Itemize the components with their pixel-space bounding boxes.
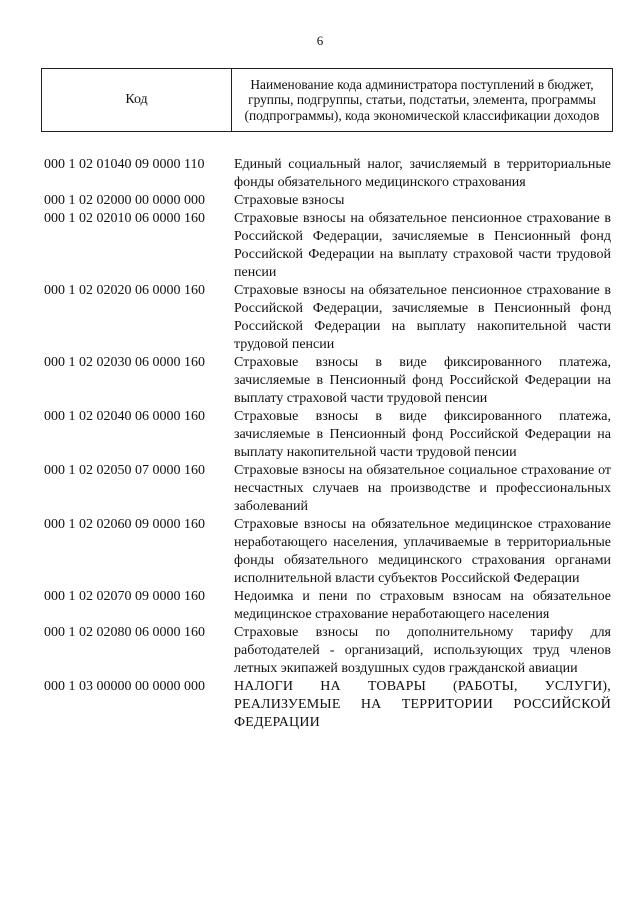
table-row [44, 282, 614, 354]
row-description: Страховые взносы в виде фиксированного платежа, зачисляемые в Пенсионный фонд Российской Федерации на выплату страховой части трудовой пенсии [234, 355, 611, 406]
table-header [41, 68, 613, 132]
row-code: 000 1 02 01040 09 0000 110 [44, 157, 205, 172]
table-row [44, 678, 614, 732]
table-row [44, 624, 614, 678]
row-code: 000 1 02 02080 06 0000 160 [44, 625, 205, 640]
row-description: Страховые взносы на обязательное пенсионное страхование в Российской Федерации, зачисляемые в Пенсионный фонд Российской Федерации на выплату накопительной части трудовой пенсии [234, 283, 611, 352]
row-description: Страховые взносы на обязательное социальное страхование от несчастных случаев на производстве и профессиональных заболеваний [234, 463, 611, 514]
row-code: 000 1 02 02000 00 0000 000 [44, 193, 205, 208]
row-code: 000 1 02 02050 07 0000 160 [44, 463, 205, 478]
row-code: 000 1 02 02060 09 0000 160 [44, 517, 205, 532]
table-row [44, 462, 614, 516]
row-description: Единый социальный налог, зачисляемый в территориальные фонды обязательного медицинского страхования [234, 157, 611, 190]
header-name-label: Наименование кода администратора поступлений в бюджет, группы, подгруппы, статьи, подстатьи, элемента, программы (подпрограммы), кода экономической классификации доходов [244, 77, 600, 123]
header-code-label: Код [42, 69, 232, 131]
table-row [44, 192, 614, 210]
row-code: 000 1 02 02040 06 0000 160 [44, 409, 205, 424]
row-description: Страховые взносы на обязательное медицинское страхование неработающего населения, уплачиваемые в территориальные фонды обязательного медицинского страхования органами исполнительной власти субъектов Российской Федерации [234, 517, 611, 586]
row-code: 000 1 02 02030 06 0000 160 [44, 355, 205, 370]
row-description: Страховые взносы в виде фиксированного платежа, зачисляемые в Пенсионный фонд Российской Федерации на выплату накопительной части трудовой пенсии [234, 409, 611, 460]
table-row [44, 156, 614, 192]
row-code: 000 1 03 00000 00 0000 000 [44, 679, 205, 694]
row-code: 000 1 02 02010 06 0000 160 [44, 211, 205, 226]
table-row [44, 408, 614, 462]
row-description: Страховые взносы [234, 193, 345, 208]
row-code: 000 1 02 02020 06 0000 160 [44, 283, 205, 298]
row-description: НАЛОГИ НА ТОВАРЫ (РАБОТЫ, УСЛУГИ), РЕАЛИЗУЕМЫЕ НА ТЕРРИТОРИИ РОССИЙСКОЙ ФЕДЕРАЦИИ [234, 679, 611, 730]
row-description: Страховые взносы по дополнительному тарифу для работодателей - организаций, использующих труд членов летных экипажей воздушных судов гражданской авиации [234, 625, 611, 676]
row-description: Страховые взносы на обязательное пенсионное страхование в Российской Федерации, зачисляемые в Пенсионный фонд Российской Федерации на выплату страховой части трудовой пенсии [234, 211, 611, 280]
table-row [44, 354, 614, 408]
row-description: Недоимка и пени по страховым взносам на обязательное медицинское страхование неработающего населения [234, 589, 611, 622]
table-row [44, 210, 614, 282]
row-code: 000 1 02 02070 09 0000 160 [44, 589, 205, 604]
table-row [44, 588, 614, 624]
table-row [44, 516, 614, 588]
classification-table [44, 156, 614, 732]
page-number: 6 [316, 33, 324, 48]
